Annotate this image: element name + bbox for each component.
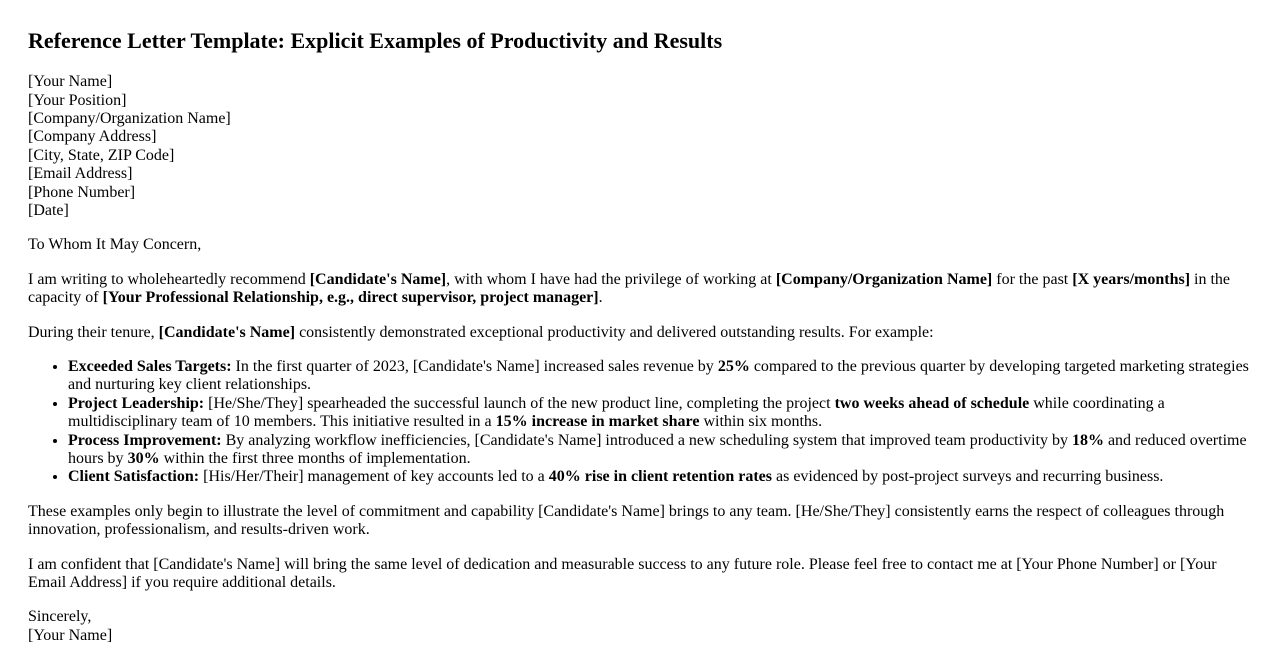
salutation: To Whom It May Concern, xyxy=(28,236,202,254)
list-item-process-improvement: • Process Improvement: By analyzing workflow inefficiencies, [Candidate's Name] introduced a new scheduling system that improved team productivity by 18% and reduced overtime hours by 30% within the first three months of implementation. xyxy=(68,432,1254,469)
sender-block xyxy=(28,73,1254,220)
sender-line-address: [Company Address] xyxy=(28,128,157,146)
sender-line-position: [Your Position] xyxy=(28,91,127,109)
tenure-paragraph: During their tenure, [Candidate's Name] consistently demonstrated exceptional productivity and delivered outstanding results. For example: xyxy=(28,323,934,341)
list-item-sales-targets: • Exceeded Sales Targets: In the first quarter of 2023, [Candidate's Name] increased sales revenue by 25% compared to the previous quarter by developing targeted marketing strategies and nurturing key client relationships. xyxy=(68,358,1254,395)
achievements-list xyxy=(28,358,1254,487)
sender-line-name: [Your Name] xyxy=(28,73,113,91)
contact-paragraph: I am confident that [Candidate's Name] will bring the same level of dedication and measurable success to any future role. Please feel free to contact me at [Your Phone Number] or [Your Email Address] if you require additional details. xyxy=(28,555,1217,591)
signoff-closing: Sincerely, xyxy=(28,608,92,626)
signoff-name: [Your Name] xyxy=(28,626,113,644)
page-title: Reference Letter Template: Explicit Examples of Productivity and Results xyxy=(28,28,723,53)
closing-paragraph: These examples only begin to illustrate the level of commitment and capability [Candidate's Name] brings to any team. [He/She/They] consistently earns the respect of colleagues through innovation, professionalism, and results-driven work. xyxy=(28,502,1225,539)
intro-paragraph: I am writing to wholeheartedly recommend [Candidate's Name], with whom I have had the privilege of working at [Company/Organization Name] for the past [X years/months] in the capacity of [Your Professional Relationship, e.g., direct supervisor, project manager]. xyxy=(28,270,1231,307)
list-item-project-leadership: • Project Leadership: [He/She/They] spearheaded the successful launch of the new product line, completing the project two weeks ahead of schedule while coordinating a multidisciplinary team of 10 members. This initiative resulted in a 15% increase in market share within six months. xyxy=(68,395,1254,432)
sender-line-company: [Company/Organization Name] xyxy=(28,110,231,128)
sender-line-email: [Email Address] xyxy=(28,165,133,183)
sender-line-city: [City, State, ZIP Code] xyxy=(28,146,175,164)
list-item-client-satisfaction: • Client Satisfaction: [His/Her/Their] management of key accounts led to a 40% rise in client retention rates as evidenced by post-project surveys and recurring business. xyxy=(68,468,1254,486)
signoff-block xyxy=(28,608,1254,645)
sender-line-date: [Date] xyxy=(28,202,69,220)
sender-line-phone: [Phone Number] xyxy=(28,183,136,201)
